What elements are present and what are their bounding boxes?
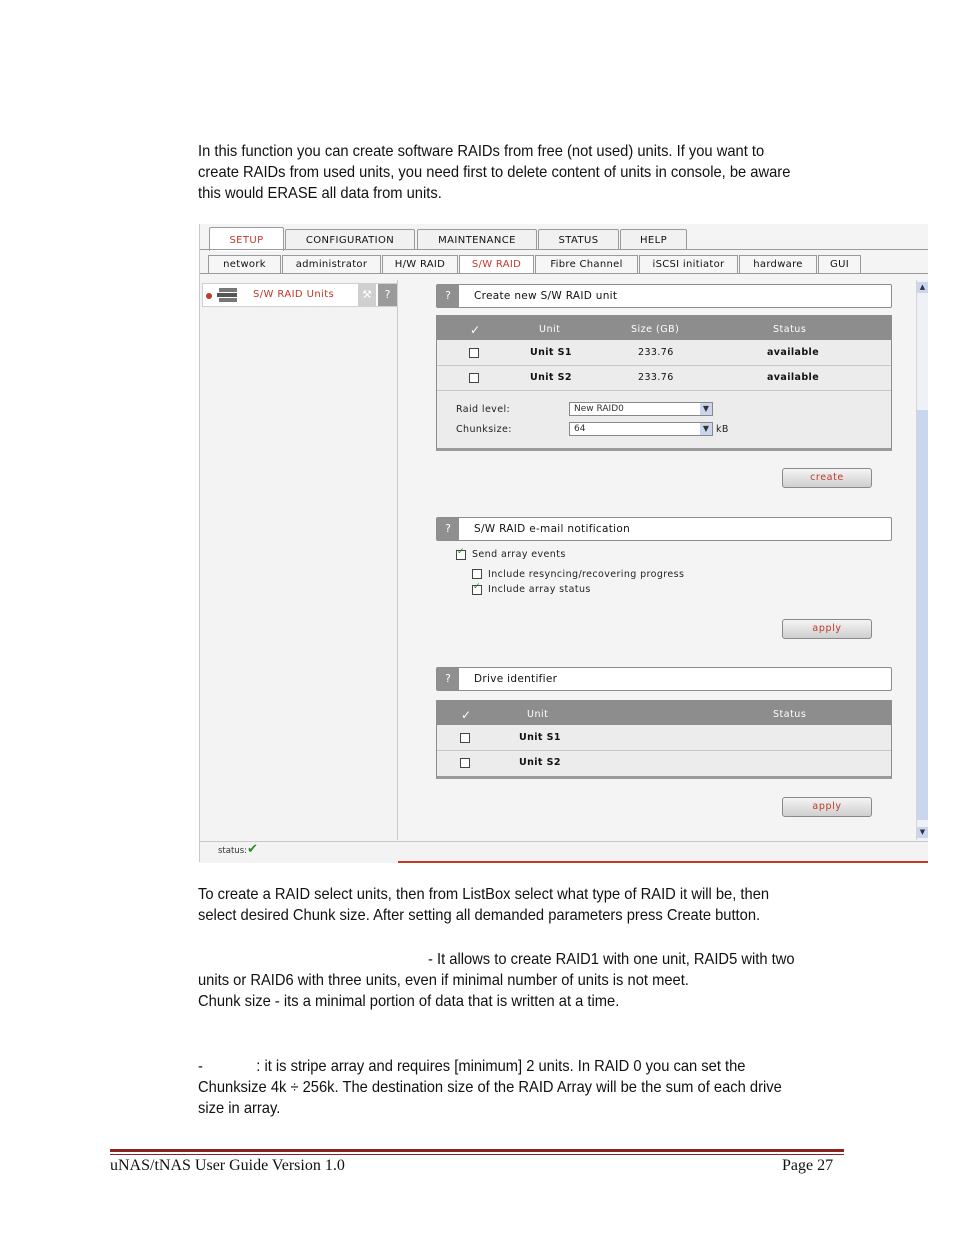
include-resync-label: Include resyncing/recovering progress bbox=[488, 569, 685, 580]
raid-level-text-2: units or RAID6 with three units, even if minimal number of units is not meet. bbox=[198, 972, 689, 989]
subtab-fibre-channel[interactable]: Fibre Channel bbox=[535, 255, 638, 273]
include-status-checkbox[interactable] bbox=[472, 585, 482, 595]
table-row bbox=[437, 366, 891, 391]
drive-unit-name: Unit S1 bbox=[519, 732, 561, 743]
status-label: status: bbox=[218, 846, 247, 856]
sw-raid-screenshot bbox=[199, 224, 928, 862]
status-ok-icon: ✔ bbox=[247, 842, 258, 857]
table-row bbox=[437, 726, 891, 751]
drive-apply-button[interactable]: apply bbox=[782, 797, 872, 817]
header-unit: Unit bbox=[527, 709, 549, 720]
chevron-down-icon: ▼ bbox=[700, 423, 712, 435]
unit-name: Unit S1 bbox=[530, 347, 572, 358]
scroll-up-icon[interactable]: ▲ bbox=[917, 282, 928, 293]
header-status: Status bbox=[773, 709, 807, 720]
unit-status: available bbox=[767, 347, 820, 358]
vertical-scrollbar[interactable] bbox=[916, 280, 928, 840]
subtab-sw-raid[interactable]: S/W RAID bbox=[459, 255, 534, 273]
create-button[interactable]: create bbox=[782, 468, 872, 488]
chunksize-select[interactable] bbox=[569, 422, 713, 436]
email-help-icon[interactable]: ? bbox=[437, 518, 459, 540]
header-check: ✓ bbox=[470, 323, 481, 337]
instructions-text: To create a RAID select units, then from ListBox select what type of RAID it will be, then select desired Chunk size. After setting all demanded parameters press Create button. bbox=[198, 886, 770, 924]
unit-s1-checkbox[interactable] bbox=[469, 348, 479, 358]
email-section-title: S/W RAID e-mail notification bbox=[474, 523, 631, 535]
unit-status: available bbox=[767, 372, 820, 383]
subtab-divider bbox=[200, 273, 928, 274]
raid-level-label: Raid level: bbox=[456, 404, 511, 415]
send-events-label: Send array events bbox=[472, 549, 566, 560]
tab-configuration[interactable]: CONFIGURATION bbox=[285, 229, 415, 250]
selection-dot-icon bbox=[206, 293, 212, 299]
footer-rule bbox=[110, 1149, 844, 1152]
subtab-administrator[interactable]: administrator bbox=[282, 255, 381, 273]
tab-help[interactable]: HELP bbox=[620, 229, 687, 250]
tab-status[interactable]: STATUS bbox=[538, 229, 619, 250]
drive-unit-name: Unit S2 bbox=[519, 757, 561, 768]
tab-divider bbox=[200, 249, 928, 250]
raid-drives-icon bbox=[215, 286, 245, 304]
left-panel-title: S/W RAID Units bbox=[253, 289, 335, 300]
include-resync-checkbox[interactable] bbox=[472, 569, 482, 579]
wrench-icon[interactable]: ⚒ bbox=[358, 284, 376, 306]
chunk-size-text: Chunk size - its a minimal portion of data that is written at a time. bbox=[198, 993, 620, 1010]
status-accent-line bbox=[398, 861, 928, 863]
drive-section-title-bar bbox=[436, 667, 892, 691]
drive-identifier-table bbox=[436, 700, 892, 779]
chunksize-unit: kB bbox=[716, 424, 729, 435]
header-check: ✓ bbox=[461, 708, 472, 722]
left-panel-help-icon[interactable]: ? bbox=[378, 284, 397, 306]
raid0-paragraph bbox=[198, 1056, 796, 1119]
include-status-label: Include array status bbox=[488, 584, 591, 595]
intro-text: In this function you can create software RAIDs from free (not used) units. If you want to create RAIDs from used units, you need first to delete content of units in console, be aware this would ERASE all data from units. bbox=[198, 143, 791, 202]
send-events-checkbox[interactable] bbox=[456, 550, 466, 560]
table-row bbox=[437, 751, 891, 775]
tab-setup[interactable]: SETUP bbox=[209, 227, 284, 251]
drive-s2-checkbox[interactable] bbox=[460, 758, 470, 768]
intro-paragraph bbox=[198, 141, 796, 204]
drive-help-icon[interactable]: ? bbox=[437, 668, 459, 690]
drive-s1-checkbox[interactable] bbox=[460, 733, 470, 743]
footer-title: uNAS/tNAS User Guide Version 1.0 bbox=[110, 1157, 345, 1174]
header-status: Status bbox=[773, 324, 807, 335]
unit-s2-checkbox[interactable] bbox=[469, 373, 479, 383]
unit-name: Unit S2 bbox=[530, 372, 572, 383]
create-section-title: Create new S/W RAID unit bbox=[474, 290, 618, 302]
create-help-icon[interactable]: ? bbox=[437, 285, 459, 307]
footer-rule-thin bbox=[110, 1154, 844, 1155]
subtab-gui[interactable]: GUI bbox=[818, 255, 861, 273]
raid-level-select[interactable] bbox=[569, 402, 713, 416]
subtab-hw-raid[interactable]: H/W RAID bbox=[382, 255, 458, 273]
instructions-paragraph bbox=[198, 884, 796, 926]
subtab-iscsi-initiator[interactable]: iSCSI initiator bbox=[639, 255, 738, 273]
header-unit: Unit bbox=[539, 324, 561, 335]
raid0-dash: - bbox=[198, 1058, 203, 1075]
header-size: Size (GB) bbox=[631, 324, 680, 335]
subtab-network[interactable]: network bbox=[208, 255, 281, 273]
left-panel-header[interactable] bbox=[202, 283, 398, 307]
email-section-title-bar bbox=[436, 517, 892, 541]
raid-level-value: New RAID0 bbox=[574, 404, 624, 414]
table-row bbox=[437, 341, 891, 366]
email-apply-button[interactable]: apply bbox=[782, 619, 872, 639]
unit-size: 233.76 bbox=[638, 372, 674, 383]
create-section-title-bar bbox=[436, 284, 892, 308]
tab-maintenance[interactable]: MAINTENANCE bbox=[417, 229, 537, 250]
unit-size: 233.76 bbox=[638, 347, 674, 358]
chunksize-value: 64 bbox=[574, 424, 586, 434]
chunksize-label: Chunksize: bbox=[456, 424, 512, 435]
left-panel bbox=[200, 280, 398, 840]
status-bar bbox=[200, 841, 928, 863]
raid0-text-1: : it is stripe array and requires [minimum] 2 units. In RAID 0 you can set the bbox=[256, 1058, 746, 1075]
create-units-table bbox=[436, 315, 892, 451]
chevron-down-icon: ▼ bbox=[700, 403, 712, 415]
raid-level-paragraph bbox=[198, 949, 796, 1012]
page-number: Page 27 bbox=[782, 1157, 834, 1174]
raid-level-text-1: - It allows to create RAID1 with one unit, RAID5 with two bbox=[428, 951, 795, 968]
raid0-text-2: Chunksize 4k ÷ 256k. The destination size of the RAID Array will be the sum of each drive size in array. bbox=[198, 1079, 782, 1117]
drive-table-header bbox=[437, 701, 891, 725]
drive-section-title: Drive identifier bbox=[474, 673, 558, 685]
scroll-down-icon[interactable]: ▼ bbox=[917, 827, 928, 838]
subtab-hardware[interactable]: hardware bbox=[739, 255, 817, 273]
scroll-thumb[interactable] bbox=[917, 410, 928, 820]
create-table-header bbox=[437, 316, 891, 340]
